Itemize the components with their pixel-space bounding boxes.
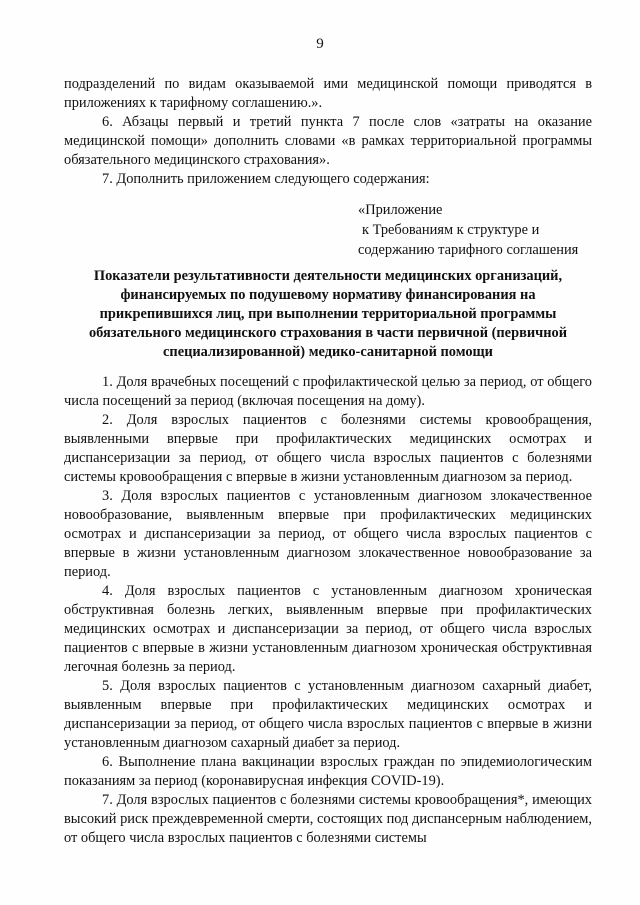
indicator-item-2: 2. Доля взрослых пациентов с болезнями системы кровообращения, выявленными впервые при профилактических медицинских осмотрах и диспансеризации за период, от общего числа взрослых пациентов с болезнями системы кровообращения с впервые в жизни установленным диагнозом за период.	[64, 412, 592, 485]
appendix-line-3: содержанию тарифного соглашения	[358, 242, 579, 258]
indicator-list	[64, 373, 592, 848]
appendix-note	[358, 200, 608, 260]
page-number: 9	[316, 36, 324, 52]
indicator-item-6: 6. Выполнение плана вакцинации взрослых граждан по эпидемиологическим показаниям за период (коронавирусная инфекция COVID-19).	[64, 754, 592, 789]
appendix-line-2: к Требованиям к структуре и	[362, 222, 540, 238]
indicator-item-7: 7. Доля взрослых пациентов с болезнями системы кровообращения*, имеющих высокий риск преждевременной смерти, состоящих под диспансерным наблюдением, от общего числа взрослых пациентов с болезнями системы	[64, 792, 592, 846]
section-heading: Показатели результативности деятельности медицинских организаций, финансируемых по подушевому нормативу финансирования на прикрепившихся лиц, при выполнении территориальной программы обязательного медицинского страхования в части первичной (первичной специализированной) медико-санитарной помощи	[88, 268, 568, 360]
indicator-item-5: 5. Доля взрослых пациентов с установленным диагнозом сахарный диабет, выявленным впервые при профилактических медицинских осмотрах и диспансеризации за период, от общего числа взрослых пациентов с впервые в жизни установленным диагнозом сахарный диабет за период.	[64, 678, 592, 751]
indicator-item-1: 1. Доля врачебных посещений с профилактической целью за период, от общего числа посещений за период (включая посещения на дому).	[64, 374, 592, 409]
indicator-item-4: 4. Доля взрослых пациентов с установленным диагнозом хроническая обструктивная болезнь легких, выявленным впервые при профилактических медицинских осмотрах и диспансеризации за период, от общего числа взрослых пациентов с впервые в жизни установленным диагнозом хроническая обструктивная легочная болезнь за период.	[64, 583, 592, 675]
paragraph-item-7: 7. Дополнить приложением следующего содержания:	[102, 171, 430, 187]
indicator-item-3: 3. Доля взрослых пациентов с установленным диагнозом злокачественное новообразование, выявленным впервые при профилактических медицинских осмотрах и диспансеризации за период, от общего числа взрослых пациентов с впервые в жизни установленным диагнозом злокачественное новообразование за период.	[64, 488, 592, 580]
intro-paragraphs	[64, 75, 592, 189]
paragraph-item-6: 6. Абзацы первый и третий пункта 7 после слов «затраты на оказание медицинской помощи» дополнить словами «в рамках территориальной программы обязательного медицинского страхования».	[64, 114, 592, 168]
paragraph-continuation: подразделений по видам оказываемой ими медицинской помощи приводятся в приложениях к тарифному соглашению.».	[64, 76, 592, 111]
appendix-line-1: «Приложение	[358, 202, 443, 218]
